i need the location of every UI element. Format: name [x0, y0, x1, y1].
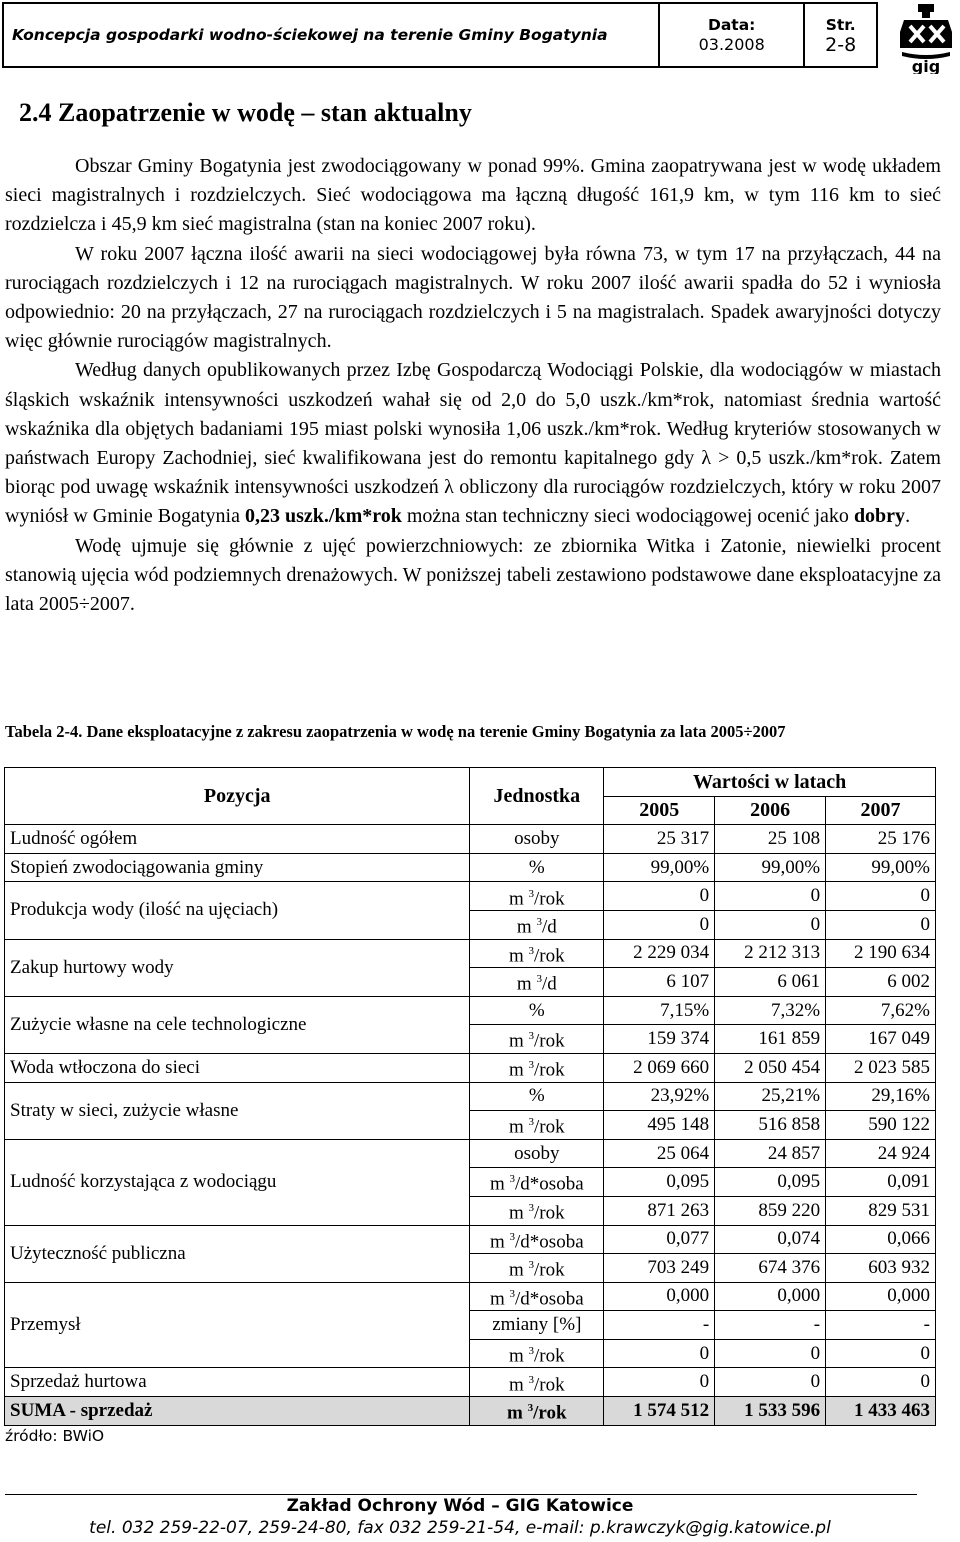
value-cell: 0,000	[604, 1282, 715, 1311]
value-cell: 167 049	[826, 1025, 936, 1054]
value-cell: 0	[604, 910, 715, 939]
value-cell: 516 858	[715, 1111, 826, 1140]
value-cell: 23,92%	[604, 1082, 715, 1111]
value-cell: 0	[604, 1339, 715, 1368]
table-row	[5, 1225, 936, 1254]
table-caption: Tabela 2-4. Dane eksploatacyjne z zakresu zaopatrzenia w wodę na terenie Gminy Bogatynia za lata 2005÷2007	[5, 722, 786, 741]
value-cell: 859 220	[715, 1196, 826, 1225]
column-header-values: Wartości w latach	[604, 768, 936, 797]
page-header	[2, 2, 878, 68]
year-header: 2007	[826, 796, 936, 825]
value-cell: 0,074	[715, 1225, 826, 1254]
date-cell	[659, 3, 804, 67]
value-cell: 0	[715, 1339, 826, 1368]
unit-cell: %	[470, 1082, 604, 1111]
table-row	[5, 939, 936, 968]
value-cell: 0,066	[826, 1225, 936, 1254]
table-row	[5, 853, 936, 882]
unit-cell: m $^3$/d*osoba	[470, 1282, 604, 1311]
row-label: Zużycie własne na cele technologiczne	[5, 996, 470, 1053]
unit-cell: m $^3$/d	[470, 968, 604, 997]
table-row	[5, 1082, 936, 1111]
unit-cell: m $^3$/rok	[470, 1053, 604, 1082]
row-label: Przemysł	[5, 1282, 470, 1368]
page-label: Str.	[825, 16, 856, 34]
column-header-unit: Jednostka	[470, 768, 604, 825]
value-cell: 0	[826, 1368, 936, 1397]
table-total-row	[5, 1397, 936, 1426]
gig-logo	[896, 2, 956, 74]
value-cell: 2 069 660	[604, 1053, 715, 1082]
table-row	[5, 1282, 936, 1311]
year-header: 2006	[715, 796, 826, 825]
value-cell: 99,00%	[715, 853, 826, 882]
value-cell: 7,62%	[826, 996, 936, 1025]
value-cell: 0	[604, 1368, 715, 1397]
index-value: 0,23 uszk./km*rok	[244, 505, 402, 528]
value-cell: 590 122	[826, 1111, 936, 1140]
table-row	[5, 1053, 936, 1082]
table-row	[5, 825, 936, 854]
value-cell: -	[826, 1311, 936, 1340]
section-title: 2.4 Zaopatrzenie w wodę – stan aktualny	[19, 98, 472, 127]
value-cell: 2 050 454	[715, 1053, 826, 1082]
unit-cell: m $^3$/rok	[470, 1196, 604, 1225]
value-cell: 0	[715, 882, 826, 911]
unit-cell: m $^3$/rok	[470, 1339, 604, 1368]
row-label: Produkcja wody (ilość na ujęciach)	[5, 882, 470, 939]
unit-cell: osoby	[470, 1139, 604, 1168]
unit-cell: %	[470, 996, 604, 1025]
value-cell: 0,095	[715, 1168, 826, 1197]
year-header: 2005	[604, 796, 715, 825]
paragraph-2: W roku 2007 łączna ilość awarii na sieci wodociągowej była równa 73, w tym 17 na przyłączach, 44 na rurociągach rozdzielczych i 12 na rurociągach magistralnych. W roku 2007 ilość awarii spadła do 52 i wyniosła odpowiednio: 20 na przyłączach, 27 na rurociągach rozdzielczych i 5 na magistralach. Spadek awaryjności dotyczy więc głównie rurociągów magistralnych.	[5, 242, 941, 353]
value-cell: 29,16%	[826, 1082, 936, 1111]
value-cell: 2 212 313	[715, 939, 826, 968]
unit-cell: m $^3$/rok	[470, 1368, 604, 1397]
value-cell: 1 433 463	[826, 1397, 936, 1426]
value-cell: 7,32%	[715, 996, 826, 1025]
value-cell: 0	[604, 882, 715, 911]
value-cell: 161 859	[715, 1025, 826, 1054]
value-cell: 6 061	[715, 968, 826, 997]
row-label: Ludność korzystająca z wodociągu	[5, 1139, 470, 1225]
value-cell: 0,000	[826, 1282, 936, 1311]
data-table	[4, 767, 936, 1426]
value-cell: 495 148	[604, 1111, 715, 1140]
value-cell: 1 533 596	[715, 1397, 826, 1426]
value-cell: 0	[715, 910, 826, 939]
logo-text: gig	[911, 57, 941, 74]
paragraph-3-text: Według danych opublikowanych przez Izbę Gospodarczą Wodociągi Polskie, dla wodociągów w miastach śląskich wskaźnik intensywności uszkodzeń wahał się od 2,0 do 5,0 uszk./km*rok, natomiast średnia wartość wskaźnika dla objętych badaniami 195 miast polski wynosiła 1,06 uszk./km*rok. Według kryteriów stosowanych w państwach Europy Zachodniej, sieć kwalifikowana jest do remontu kapitalnego gdy λ > 0,5 uszk./km*rok. Zatem biorąc pod uwagę wskaźnik intensywności uszkodzeń λ obliczony dla rurociągów rozdzielczych, który w roku 2007 wyniósł w Gminie Bogatynia	[5, 359, 941, 528]
condition-rating: dobry	[853, 505, 906, 528]
unit-cell: %	[470, 853, 604, 882]
value-cell: 99,00%	[604, 853, 715, 882]
value-cell: 99,00%	[826, 853, 936, 882]
unit-cell: m $^3$/rok	[470, 1254, 604, 1283]
value-cell: 6 107	[604, 968, 715, 997]
value-cell: 0	[715, 1368, 826, 1397]
row-label: Użyteczność publiczna	[5, 1225, 470, 1282]
table-row	[5, 882, 936, 911]
footer-divider	[5, 1494, 917, 1495]
paragraph-3-end: .	[905, 505, 911, 528]
page-cell	[804, 3, 877, 67]
table-row	[5, 1368, 936, 1397]
value-cell: 674 376	[715, 1254, 826, 1283]
value-cell: 24 924	[826, 1139, 936, 1168]
unit-cell: m $^3$/rok	[470, 1025, 604, 1054]
value-cell: 0,095	[604, 1168, 715, 1197]
unit-cell: zmiany [%]	[470, 1311, 604, 1340]
value-cell: -	[604, 1311, 715, 1340]
row-label: Sprzedaż hurtowa	[5, 1368, 470, 1397]
unit-cell: m $^3$/rok	[470, 1111, 604, 1140]
table-header-row	[5, 768, 936, 797]
value-cell: 2 190 634	[826, 939, 936, 968]
date-label: Data:	[707, 16, 756, 34]
value-cell: 0	[826, 882, 936, 911]
value-cell: 24 857	[715, 1139, 826, 1168]
value-cell: 2 023 585	[826, 1053, 936, 1082]
page-number: 2-8	[825, 34, 857, 56]
value-cell: 25,21%	[715, 1082, 826, 1111]
value-cell: 0,000	[715, 1282, 826, 1311]
value-cell: 703 249	[604, 1254, 715, 1283]
footer-contact: tel. 032 259-22-07, 259-24-80, fax 032 259-21-54, e-mail: p.krawczyk@gig.katowice.pl	[89, 1518, 831, 1538]
unit-cell: m $^3$/d*osoba	[470, 1168, 604, 1197]
source-note: źródło: BWiO	[5, 1427, 105, 1445]
paragraph-3-mid: można stan techniczny sieci wodociągowej ocenić jako	[406, 505, 849, 528]
date-value: 03.2008	[698, 35, 765, 54]
paragraph-1: Obszar Gminy Bogatynia jest zwodociągowany w ponad 99%. Gmina zaopatrywana jest w wodę układem sieci magistralnych i rozdzielczych. Sieć wodociągowa ma łączną długość 161,9 km, w tym 116 km to sieć rozdzielcza i 45,9 km sieć magistralna (stan na koniec 2007 roku).	[5, 155, 941, 236]
value-cell: 25 064	[604, 1139, 715, 1168]
row-label: Stopień zwodociągowania gminy	[5, 853, 470, 882]
value-cell: 25 108	[715, 825, 826, 854]
value-cell: -	[715, 1311, 826, 1340]
value-cell: 25 317	[604, 825, 715, 854]
value-cell: 0	[826, 910, 936, 939]
value-cell: 829 531	[826, 1196, 936, 1225]
unit-cell: m $^3$/rok	[470, 882, 604, 911]
value-cell: 7,15%	[604, 996, 715, 1025]
paragraph-4: Wodę ujmuje się głównie z ujęć powierzchniowych: ze zbiornika Witka i Zatonie, niewielki procent stanowią ujęcia wód podziemnych drenażowych. W poniższej tabeli zestawiono podstawowe dane eksploatacyjne za lata 2005÷2007.	[5, 534, 941, 616]
value-cell: 6 002	[826, 968, 936, 997]
value-cell: 25 176	[826, 825, 936, 854]
body-text	[5, 152, 941, 619]
row-label: Zakup hurtowy wody	[5, 939, 470, 996]
table-row	[5, 1139, 936, 1168]
value-cell: 2 229 034	[604, 939, 715, 968]
unit-cell: m $^3$/rok	[470, 939, 604, 968]
value-cell: 0	[826, 1339, 936, 1368]
value-cell: 1 574 512	[604, 1397, 715, 1426]
row-label: Woda wtłoczona do sieci	[5, 1053, 470, 1082]
value-cell: 0,091	[826, 1168, 936, 1197]
value-cell: 0,077	[604, 1225, 715, 1254]
table-row	[5, 996, 936, 1025]
column-header-position: Pozycja	[5, 768, 470, 825]
document-title: Koncepcja gospodarki wodno-ściekowej na terenie Gminy Bogatynia	[3, 3, 659, 67]
paragraph-3	[5, 356, 941, 531]
value-cell: 603 932	[826, 1254, 936, 1283]
row-label: Ludność ogółem	[5, 825, 470, 854]
row-label: SUMA - sprzedaż	[5, 1397, 470, 1426]
value-cell: 871 263	[604, 1196, 715, 1225]
unit-cell: osoby	[470, 825, 604, 854]
unit-cell: m $^3$/rok	[470, 1397, 604, 1426]
footer-institution: Zakład Ochrony Wód – GIG Katowice	[286, 1496, 634, 1516]
value-cell: 159 374	[604, 1025, 715, 1054]
unit-cell: m $^3$/d*osoba	[470, 1225, 604, 1254]
row-label: Straty w sieci, zużycie własne	[5, 1082, 470, 1139]
unit-cell: m $^3$/d	[470, 910, 604, 939]
